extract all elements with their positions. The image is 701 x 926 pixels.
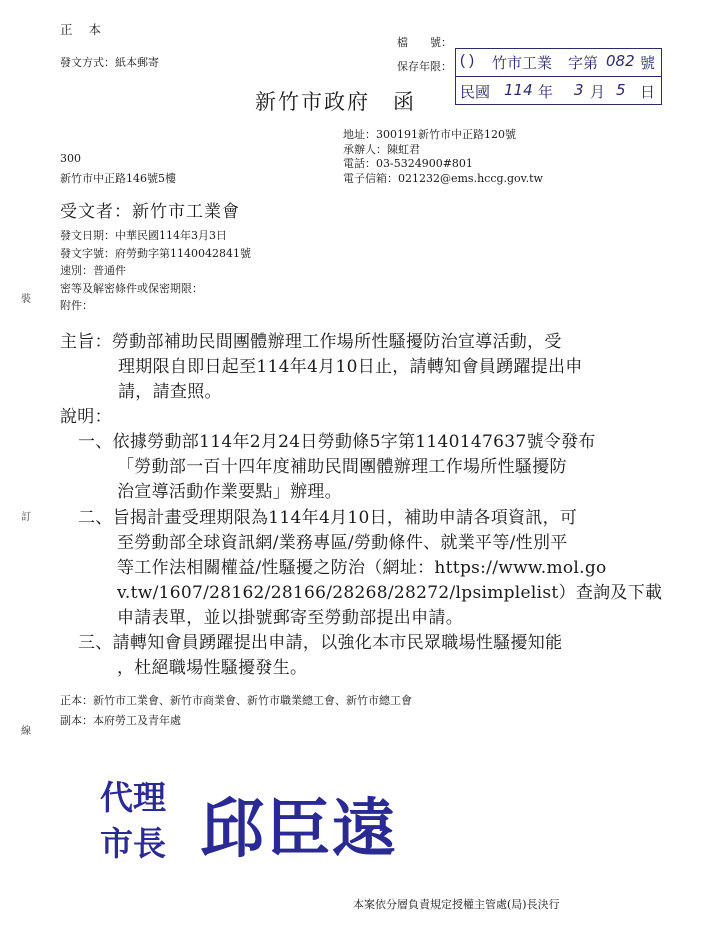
- margin-mark-bind: 裝: [21, 294, 31, 305]
- contact-handler: 承辦人：陳虹君: [343, 142, 420, 156]
- document-number: 發文字號：府勞動字第1140042841號: [60, 246, 251, 260]
- contact-block: [343, 128, 543, 186]
- recipient-zip: 300: [60, 152, 81, 165]
- item-2-line-5: 申請表單，並以掛號郵寄至勞動部提出申請。: [117, 608, 463, 628]
- stamp-month-label: 月: [590, 84, 606, 101]
- receiver: 受文者：新竹市工業會: [60, 202, 240, 222]
- document-title: 新竹市政府 函: [255, 90, 416, 114]
- stamp-year-handwritten: 114: [504, 81, 533, 99]
- receipt-stamp: [455, 48, 662, 105]
- item-2-line-1: 二、旨揭計畫受理期限為114年4月10日，補助申請各項資訊，可: [78, 508, 578, 528]
- stamp-paren: ( ): [460, 52, 475, 69]
- send-method: 發文方式：紙本郵寄: [60, 56, 159, 69]
- item-1-line-2: 「勞動部一百十四年度補助民間團體辦理工作場所性騷擾防: [117, 457, 567, 477]
- stamp-day-label: 日: [640, 84, 656, 101]
- signature-name: 邱臣遠: [200, 792, 398, 867]
- subject-line-1: 主旨：勞動部補助民間團體辦理工作場所性騷擾防治宣導活動，受: [60, 332, 562, 352]
- retention-label: 保存年限：: [397, 60, 452, 73]
- issue-date: 發文日期：中華民國114年3月3日: [60, 229, 227, 242]
- item-2-line-3: 等工作法相關權益/性騷擾之防治（網址：https://www.mol.go: [117, 558, 607, 578]
- subject-line-2: 理期限自即日起至114年4月10日止，請轉知會員踴躍提出申: [118, 357, 583, 377]
- mayor-signature-seal: [100, 768, 430, 868]
- stamp-day-handwritten: 5: [616, 81, 626, 99]
- stamp-era: 民國: [460, 84, 491, 101]
- item-1-line-1: 一、依據勞動部114年2月24日勞動條5字第1140147637號令發布: [78, 432, 596, 452]
- subject-line-3: 請，請查照。: [118, 382, 222, 402]
- margin-mark-line: 線: [21, 726, 31, 737]
- stamp-year-label: 年: [538, 84, 554, 101]
- file-number-label: 檔 號：: [397, 36, 452, 49]
- stamp-word: 字第: [568, 55, 599, 72]
- speed-class: 速別：普通件: [60, 264, 126, 277]
- distribution-copy: 副本：本府勞工及青年處: [60, 714, 181, 727]
- contact-email: 電子信箱：021232@ems.hccg.gov.tw: [343, 171, 543, 185]
- contact-address: 地址：300191新竹市中正路120號: [343, 128, 516, 141]
- attachment: 附件：: [60, 299, 93, 312]
- stamp-handwritten-number: 082: [606, 52, 635, 70]
- signature-acting: 代理: [100, 778, 166, 817]
- secrecy-level: 密等及解密條件或保密期限：: [60, 281, 203, 295]
- stamp-row-number: [456, 49, 661, 77]
- copy-mark: 正 本: [60, 22, 107, 37]
- contact-phone: 電話：03-5324900#801: [343, 157, 473, 170]
- stamp-suffix: 號: [640, 55, 656, 72]
- stamp-org: 竹市工業: [492, 55, 553, 72]
- meta-block: [60, 227, 251, 315]
- margin-mark-staple: 訂: [21, 512, 31, 523]
- explanation-label: 說明：: [60, 407, 112, 427]
- delegation-note: 本案依分層負責規定授權主管處(局)長決行: [353, 898, 560, 911]
- item-2-line-2: 至勞動部全球資訊網/業務專區/勞動條件、就業平等/性別平: [117, 533, 568, 553]
- recipient-street: 新竹市中正路146號5樓: [60, 172, 176, 185]
- item-1-line-3: 治宣導活動作業要點」辦理。: [117, 482, 342, 502]
- stamp-month-handwritten: 3: [574, 81, 584, 99]
- signature-mayor-title: 市長: [100, 824, 166, 863]
- distribution-original: 正本：新竹市工業會、新竹市商業會、新竹市職業總工會、新竹市總工會: [60, 694, 412, 707]
- item-3-line-1: 三、請轉知會員踴躍提出申請，以強化本市民眾職場性騷擾知能: [78, 633, 563, 653]
- stamp-row-date: [456, 77, 661, 104]
- item-2-line-4: v.tw/1607/28162/28166/28268/28272/lpsimplelist）查詢及下載: [117, 583, 663, 603]
- item-3-line-2: ，杜絕職場性騷擾發生。: [117, 658, 308, 678]
